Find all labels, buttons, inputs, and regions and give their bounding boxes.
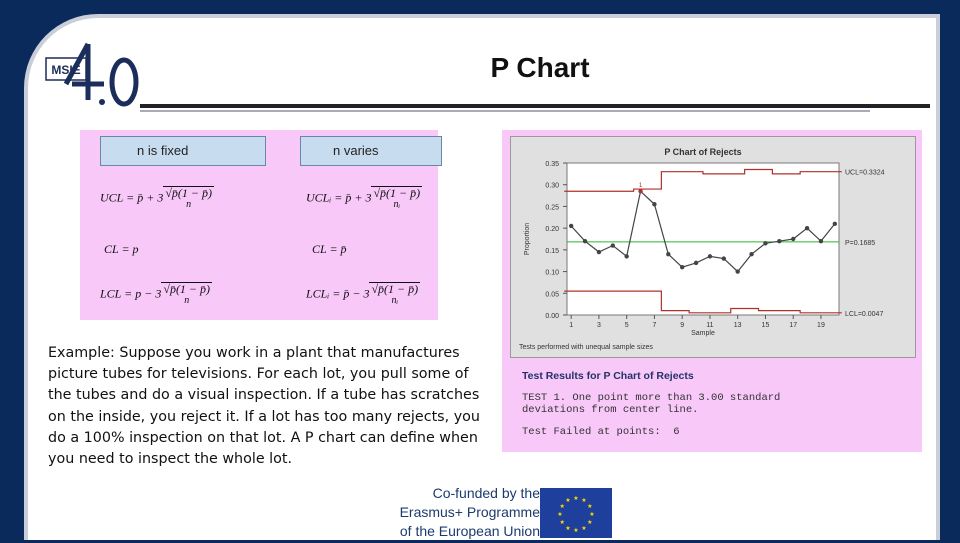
y-tick-label: 0.20 <box>545 226 559 234</box>
funding-line-3: of the European Union <box>399 523 540 539</box>
data-point <box>666 252 670 256</box>
data-point <box>819 239 823 243</box>
lcl-label: LCL=0.0047 <box>845 310 884 318</box>
funding-line-2: Erasmus+ Programme <box>399 504 540 520</box>
chart-note: Tests performed with unequal sample sizes <box>519 344 653 351</box>
data-point <box>611 243 615 247</box>
eu-star: ★ <box>557 512 563 518</box>
test-results-line-1: TEST 1. One point more than 3.00 standard <box>522 392 781 404</box>
data-point <box>694 261 698 265</box>
y-tick-label: 0.05 <box>545 291 559 299</box>
funding-text <box>372 484 540 541</box>
data-point <box>763 241 767 245</box>
p-chart-card <box>510 136 916 358</box>
p-chart <box>511 137 915 357</box>
x-tick-label: 13 <box>733 322 742 329</box>
cl-varies-formula: CL = p̄ <box>312 242 347 256</box>
x-tick-label: 3 <box>596 322 601 329</box>
x-tick-label: 5 <box>624 322 629 329</box>
data-point <box>569 224 573 228</box>
data-point <box>722 256 726 260</box>
chart-panel <box>502 130 922 452</box>
eu-star: ★ <box>589 512 595 518</box>
flagged-point-label: 1 <box>638 183 643 190</box>
y-tick-label: 0.30 <box>545 182 559 190</box>
data-point <box>583 239 587 243</box>
eu-star: ★ <box>565 498 571 505</box>
title-divider-shadow <box>140 110 870 112</box>
data-point <box>680 265 684 269</box>
x-tick-label: 7 <box>652 322 657 329</box>
funding-footer <box>360 480 622 540</box>
test-results-line-3: Test Failed at points: 6 <box>522 426 680 438</box>
x-tick-label: 1 <box>569 322 574 329</box>
data-point <box>833 222 837 226</box>
funding-line-1: Co-funded by the <box>432 485 540 501</box>
data-point <box>708 254 712 258</box>
lcl-fixed-formula: LCL = p − 3 √p̄(1 − p̄) n <box>100 282 211 306</box>
data-point <box>638 189 642 193</box>
n-varies-label: n varies <box>300 136 442 166</box>
eu-star: ★ <box>573 528 579 534</box>
x-tick-label: 17 <box>789 322 798 329</box>
data-point <box>791 237 795 241</box>
eu-star: ★ <box>581 498 587 505</box>
ucl-label: UCL=0.3324 <box>845 169 885 177</box>
test-results-line-2: deviations from center line. <box>522 404 699 416</box>
data-point <box>597 250 601 254</box>
test-results <box>502 364 922 452</box>
eu-star: ★ <box>587 520 593 526</box>
x-tick-label: 15 <box>761 322 770 329</box>
logo-text: MSIE <box>51 63 81 77</box>
eu-star: ★ <box>581 525 587 532</box>
x-tick-label: 9 <box>680 322 685 329</box>
eu-star: ★ <box>573 496 579 502</box>
lcl-varies-formula: LCLᵢ = p̄ − 3 √p̄(1 − p̄) nᵢ <box>306 282 419 306</box>
eu-star: ★ <box>559 520 565 526</box>
data-point <box>624 254 628 258</box>
y-tick-label: 0.35 <box>545 161 559 168</box>
example-paragraph: Example: Suppose you work in a plant that manufactures picture tubes for televisions. For each lot, you pull some of the tubes and do a visual inspection. If a tube has scratches on the inside, you reject it. If a lot has too many rejects, you do a 100% inspection on that lot. A P chart can define when you need to inspect the whole lot. <box>48 345 480 468</box>
y-tick-label: 0.10 <box>545 269 559 277</box>
n-fixed-label: n is fixed <box>100 136 266 166</box>
y-tick-label: 0.25 <box>545 204 559 212</box>
eu-star: ★ <box>559 504 565 510</box>
page-title: P Chart <box>490 52 590 83</box>
cl-fixed-formula: CL = p <box>104 242 139 256</box>
eu-star: ★ <box>587 504 593 510</box>
x-tick-label: 19 <box>817 322 825 329</box>
plot-area <box>567 163 839 315</box>
y-tick-label: 0.00 <box>545 313 559 320</box>
eu-star: ★ <box>565 525 571 532</box>
x-tick-label: 11 <box>706 322 714 329</box>
data-point <box>805 226 809 230</box>
eu-flag-icon <box>540 488 612 538</box>
ucl-fixed-formula: UCL = p̄ + 3 √p̄(1 − p̄) n <box>100 186 213 210</box>
data-point <box>777 239 781 243</box>
data-point <box>652 202 656 206</box>
y-tick-label: 0.15 <box>545 247 559 255</box>
formula-panel <box>80 130 438 320</box>
ucl-varies-formula: UCLᵢ = p̄ + 3 √p̄(1 − p̄) nᵢ <box>306 186 421 210</box>
chart-title: P Chart of Rejects <box>664 147 742 157</box>
test-results-heading: Test Results for P Chart of Rejects <box>522 370 694 382</box>
msie-logo <box>44 40 144 112</box>
title-divider <box>140 104 930 108</box>
data-point <box>735 269 739 273</box>
center-label: P=0.1685 <box>845 239 876 247</box>
data-point <box>749 252 753 256</box>
y-axis-label: Proportion <box>524 222 531 256</box>
x-axis-label: Sample <box>691 330 715 337</box>
